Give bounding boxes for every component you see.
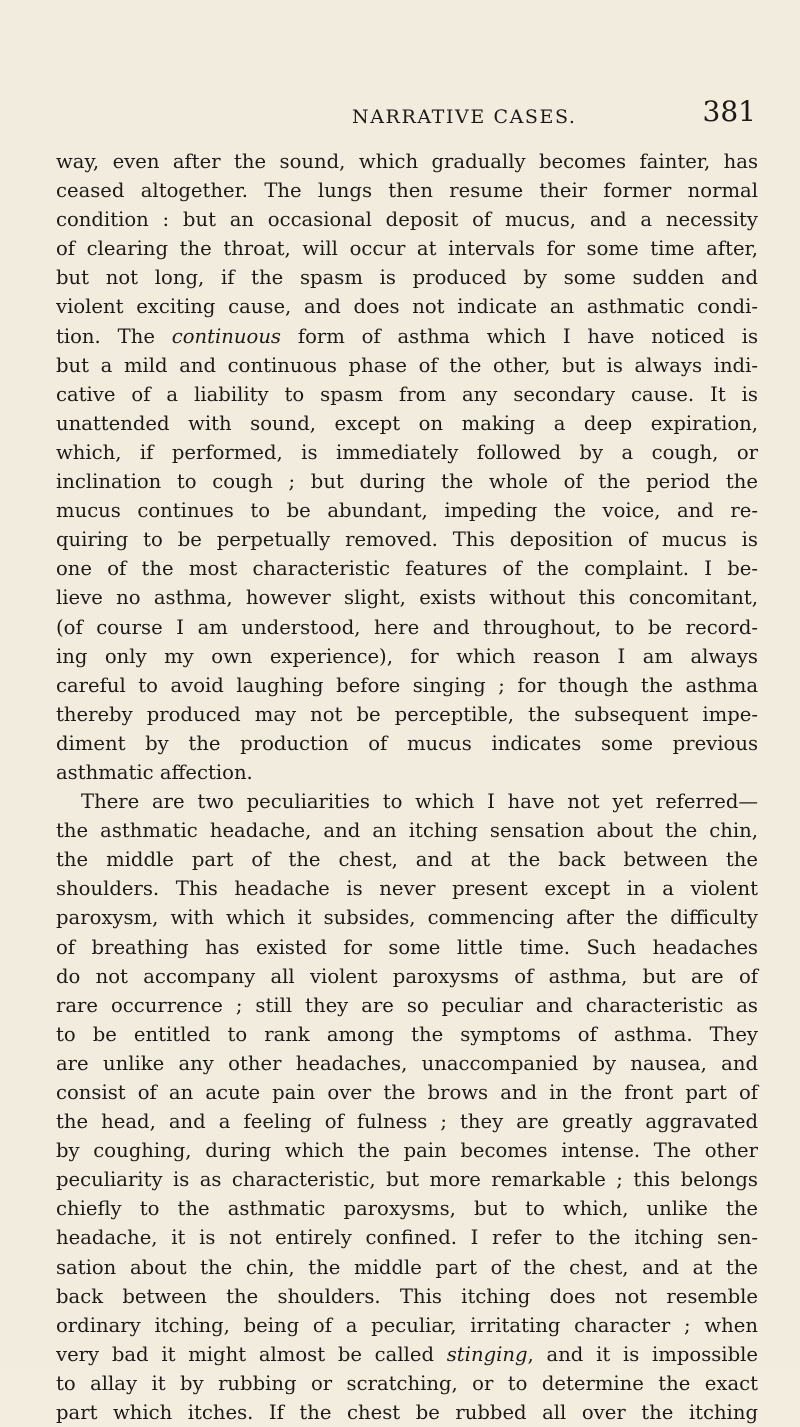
text-line: thereby produced may not be perceptible, the subsequent impe- bbox=[56, 702, 758, 726]
text-line: rare occurrence ; still they are so peculiar and characteristic as bbox=[56, 993, 758, 1017]
body-text bbox=[56, 147, 758, 1427]
text-line: cative of a liability to spasm from any secondary cause. It is bbox=[56, 382, 758, 406]
text-line: consist of an acute pain over the brows and in the front part of bbox=[56, 1081, 758, 1104]
text-line: of breathing has existed for some little time. Such headaches bbox=[56, 935, 758, 959]
text-line: the asthmatic headache, and an itching sensation about the chin, bbox=[56, 819, 758, 843]
text-line: diment by the production of mucus indicates some previous bbox=[56, 731, 758, 755]
text-line: ceased altogether. The lungs then resume their former normal bbox=[56, 179, 758, 203]
text-segment: The bbox=[117, 324, 155, 348]
text-line: but a mild and continuous phase of the other, but is always indi- bbox=[56, 353, 758, 377]
text-line: headache, it is not entirely confined. I refer to the itching sen- bbox=[56, 1226, 758, 1250]
text-line: quiring to be perpetually removed. This deposition of mucus is bbox=[56, 528, 758, 552]
text-line: lieve no asthma, however slight, exists without this concomitant, bbox=[56, 586, 758, 610]
text-line: back between the shoulders. This itching does not resemble bbox=[56, 1284, 758, 1308]
page-header bbox=[56, 95, 756, 138]
italic-term: stinging bbox=[446, 1342, 528, 1366]
text-line: asthmatic affection. bbox=[56, 760, 253, 784]
text-line: ing only my own experience), for which reason I am always bbox=[56, 644, 758, 668]
text-line: which, if performed, is immediately followed by a cough, or bbox=[56, 440, 758, 464]
text-line: mucus continues to be abundant, impeding the voice, and re- bbox=[56, 499, 758, 523]
text-line: sation about the chin, the middle part of the chest, and at the bbox=[56, 1255, 758, 1279]
text-line: chiefly to the asthmatic paroxysms, but to which, unlike the bbox=[56, 1197, 758, 1221]
text-line: of clearing the throat, will occur at intervals for some time after, bbox=[56, 237, 758, 261]
italic-term: continuous bbox=[171, 324, 281, 348]
text-line: way, even after the sound, which gradually becomes fainter, has bbox=[56, 150, 758, 173]
text-line: but not long, if the spasm is produced by some sudden and bbox=[56, 266, 758, 290]
text-line: to allay it by rubbing or scratching, or to determine the exact bbox=[56, 1371, 758, 1395]
text-line: unattended with sound, except on making a deep expiration, bbox=[56, 411, 758, 435]
running-head: NARRATIVE CASES. bbox=[352, 106, 577, 128]
text-line: are unlike any other headaches, unaccompanied by nausea, and bbox=[56, 1051, 758, 1075]
text-line: ordinary itching, being of a peculiar, irritating character ; when bbox=[56, 1313, 758, 1337]
page-number: 381 bbox=[702, 95, 756, 128]
text-line: paroxysm, with which it subsides, commencing after the difficulty bbox=[56, 906, 758, 930]
text-line: one of the most characteristic features of the complaint. I be- bbox=[56, 557, 758, 581]
text-line: the middle part of the chest, and at the back between the bbox=[56, 848, 758, 872]
text-segment: , and it is impossible bbox=[527, 1342, 758, 1366]
text-line: by coughing, during which the pain becomes intense. The other bbox=[56, 1139, 758, 1163]
text-line bbox=[56, 1340, 758, 1369]
text-line: condition : but an occasional deposit of mucus, and a necessity bbox=[56, 208, 758, 232]
text-line: (of course I am understood, here and throughout, to be record- bbox=[56, 615, 758, 639]
text-line: careful to avoid laughing before singing ; for though the asthma bbox=[56, 673, 758, 697]
text-line bbox=[56, 322, 758, 351]
text-segment: form of asthma which I have noticed is bbox=[297, 324, 759, 348]
text-line: There are two peculiarities to which I have not yet referred— bbox=[81, 790, 758, 814]
text-segment: tion. bbox=[56, 324, 101, 348]
text-line: to be entitled to rank among the symptoms of asthma. They bbox=[56, 1022, 758, 1046]
text-line: violent exciting cause, and does not indicate an asthmatic condi- bbox=[56, 295, 758, 319]
text-line: part which itches. If the chest be rubbed all over the itching bbox=[56, 1401, 758, 1425]
text-line: do not accompany all violent paroxysms of asthma, but are of bbox=[56, 964, 758, 988]
text-line: peculiarity is as characteristic, but more remarkable ; this belongs bbox=[56, 1168, 758, 1192]
text-line: shoulders. This headache is never present except in a violent bbox=[56, 877, 758, 901]
text-line: inclination to cough ; but during the whole of the period the bbox=[56, 470, 758, 494]
text-segment: very bad it might almost be called bbox=[56, 1342, 435, 1366]
text-line: the head, and a feeling of fulness ; they are greatly aggravated bbox=[56, 1110, 758, 1134]
